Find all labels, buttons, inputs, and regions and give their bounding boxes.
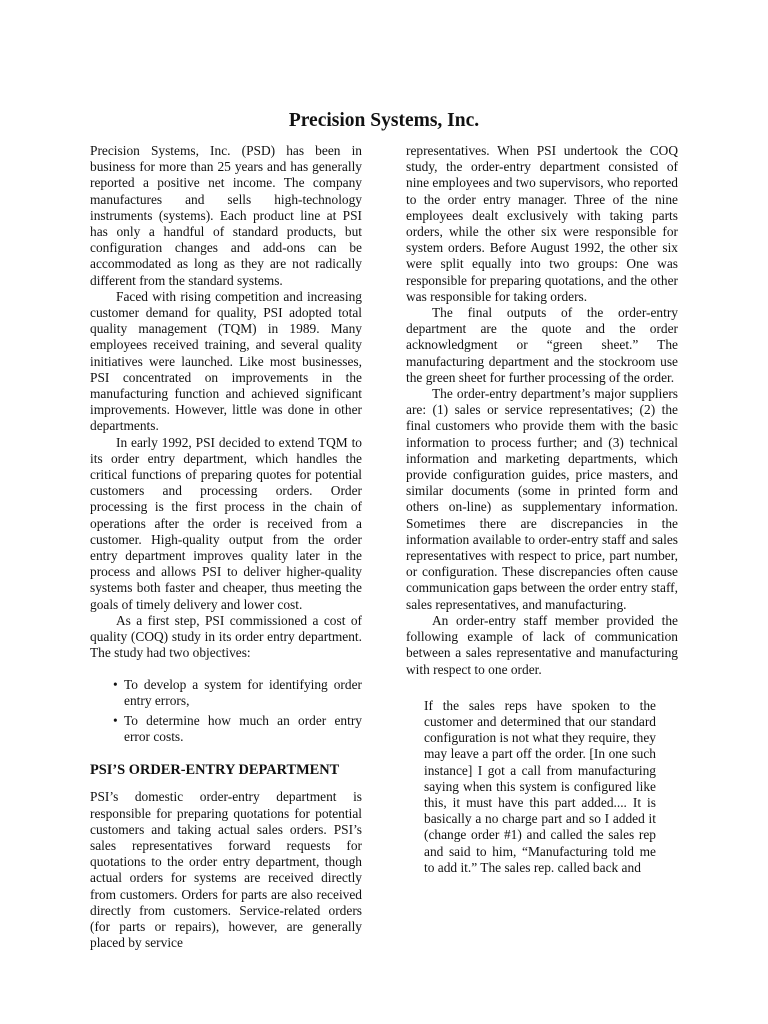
body-paragraph: In early 1992, PSI decided to extend TQM to its order entry department, which handles the critical functions of preparing quotes for potential customers and processing orders. Order processing is the first process in the chain of operations after the order is received from a customer. High-quality output from the order entry department improves quality later in the process and allows PSI to deliver higher-quality systems both faster and cheaper, thus meeting the goals of timely delivery and lower cost. [90, 434, 362, 612]
document-title: Precision Systems, Inc. [288, 110, 480, 131]
body-paragraph: Faced with rising competition and increasing customer demand for quality, PSI adopted total quality management (TQM) in 1989. Many employees received training, and several quality initiatives were launched. Like most businesses, PSI concentrated on improvements in the manufacturing function and achieved significant improvements. However, little was done in other departments. [90, 288, 362, 434]
body-paragraph: An order-entry staff member provided the following example of lack of communication between a sales representative and manufacturing with respect to one order. [406, 612, 678, 677]
body-paragraph: The order-entry department’s major suppliers are: (1) sales or service representatives; (2) the final customers who provide them with the basic information to process further; and (3) technical information and marketing departments, which provide configuration guides, price masters, and similar documents (some in printed form and others on-line) as supplementary information. Sometimes there are discrepancies in the information available to order-entry staff and sales representatives with respect to price, part number, or configuration. These discrepancies often cause communication gaps between the order entry staff, sales representatives, and manufacturing. [406, 386, 678, 612]
body-paragraph: Precision Systems, Inc. (PSD) has been in business for more than 25 years and has generally reported a positive net income. The company manufactures and sells high-technology instruments (systems). Each product line at PSI has only a handful of standard products, but configuration changes and add-ons can be accommodated as long as they are not radically different from the standard systems. [90, 143, 362, 288]
body-paragraph: PSI’s domestic order-entry department is responsible for preparing quotations for potential customers and taking actual sales orders. PSI’s sales representatives forward requests for quotations to the order entry department, though actual orders for systems are received directly from customers. Orders for parts are also received directly from customers. Service-related orders (for parts or repairs), however, are generally placed by service [90, 789, 362, 951]
objective-text: To develop a system for identifying order entry errors, [124, 676, 362, 708]
body-paragraph: The final outputs of the order-entry department are the quote and the order acknowledgment or “green sheet.” The manufacturing department and the stockroom use the green sheet for further processing of the order. [406, 305, 678, 385]
objectives-list [90, 677, 362, 746]
objective-text: To determine how much an order entry error costs. [124, 712, 362, 745]
right-column [406, 143, 678, 876]
block-quote: If the sales reps have spoken to the customer and determined that our standard configuration is not what they require, they may leave a part off the order. [In one such instance] I got a call from manufacturing saying when this system is configured like this, it must have this part added.... It is basically a no charge part and so I added it (change order #1) and called the sales rep and said to him, “Manufacturing told me to add it.” The sales rep. called back and [424, 697, 656, 875]
body-paragraph: representatives. When PSI undertook the COQ study, the order-entry department consisted of nine employees and two supervisors, who reported to the order entry manager. Three of the nine employees dealt exclusively with taking parts orders, while the other six were responsible for system orders. Before August 1992, the other six were split equally into two groups: One was responsible for preparing quotations, and the other was responsible for taking orders. [406, 143, 678, 304]
left-column [90, 143, 362, 951]
bullet-icon: • [113, 712, 118, 728]
section-heading: PSI’S ORDER-ENTRY DEPARTMENT [90, 762, 340, 779]
body-paragraph: As a first step, PSI commissioned a cost of quality (COQ) study in its order entry department. The study had two objectives: [90, 612, 362, 661]
bullet-icon: • [113, 676, 118, 692]
list-item [113, 712, 362, 745]
list-item [113, 676, 362, 709]
